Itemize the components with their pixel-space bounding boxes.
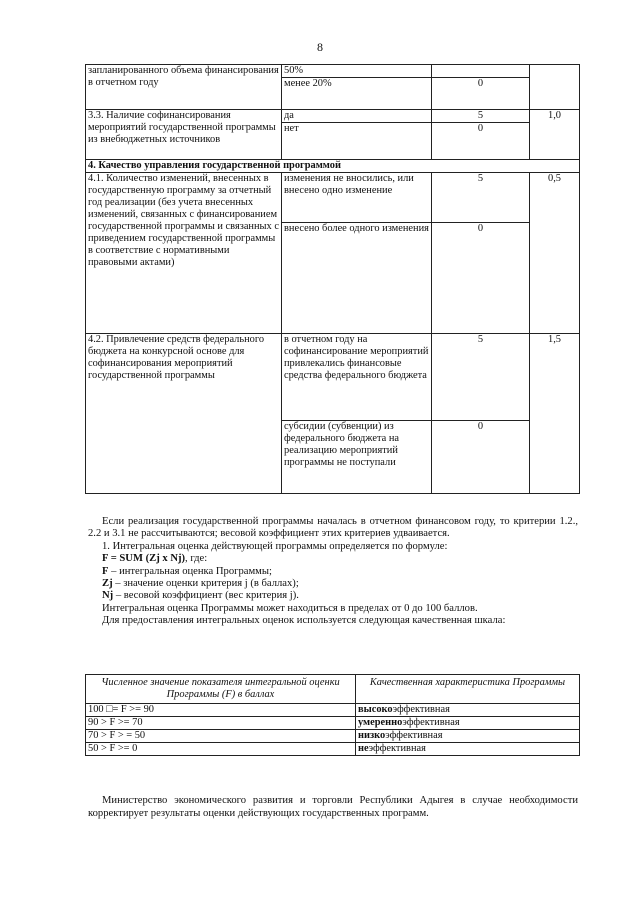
score-cell: 5 <box>432 173 530 223</box>
table-row <box>86 717 580 730</box>
symbol-nj: Nj <box>102 590 114 602</box>
option-cell: нет <box>282 123 432 160</box>
rating-suffix: эффективная <box>368 743 426 754</box>
definition-f-text: – интегральная оценка Программы; <box>108 565 272 577</box>
rating-suffix: эффективная <box>402 717 460 728</box>
criterion-cell: 3.3. Наличие софинансирования мероприятий государственной программы из внебюджетных источников <box>86 110 282 160</box>
score-cell: 0 <box>432 421 530 494</box>
range-text: Интегральная оценка Программы может находиться в пределах от 0 до 100 баллов. <box>102 602 478 614</box>
scale-rating <box>356 730 580 743</box>
scale-header-row <box>86 675 580 704</box>
score-cell: 0 <box>432 123 530 160</box>
symbol-f: F <box>102 565 109 577</box>
option-cell: изменения не вносились, или внесено одно изменение <box>282 173 432 223</box>
scale-rating <box>356 743 580 756</box>
option-cell: да <box>282 110 432 123</box>
formula-line <box>88 553 578 565</box>
option-cell: 50% <box>282 65 432 78</box>
weight-cell: 0,5 <box>530 173 580 334</box>
scale-rating <box>356 704 580 717</box>
definition-nj-text: – весовой коэффициент (вес критерия j). <box>113 590 299 602</box>
option-cell: в отчетном году на софинансирование мероприятий привлекались финансовые средства федерального бюджета <box>282 334 432 421</box>
criteria-table <box>85 64 580 494</box>
scale-range: 90 > F >= 70 <box>86 717 356 730</box>
score-cell <box>432 65 530 78</box>
table-row <box>86 334 580 421</box>
score-cell: 5 <box>432 110 530 123</box>
option-cell: менее 20% <box>282 78 432 110</box>
definition-nj <box>88 590 578 602</box>
table-row <box>86 110 580 123</box>
score-cell: 0 <box>432 223 530 334</box>
rating-prefix: умеренно <box>358 717 403 728</box>
rating-prefix: низко <box>358 730 386 741</box>
weight-cell: 1,5 <box>530 334 580 494</box>
score-cell: 5 <box>432 334 530 421</box>
rating-suffix: эффективная <box>385 730 443 741</box>
rating-suffix: эффективная <box>392 704 450 715</box>
formula: F = SUM (Zj x Nj) <box>102 553 186 565</box>
criterion-cell: 4.2. Привлечение средств федерального бюджета на конкурсной основе для софинансирования мероприятий государственной программы <box>86 334 282 494</box>
formula-suffix: , где: <box>185 553 208 565</box>
table-row <box>86 173 580 223</box>
table-row <box>86 743 580 756</box>
criterion-cell: 4.1. Количество изменений, внесенных в государственную программу за отчетный год реализации (без учета внесенных изменений, связанных с финансированием государственной программы и связанных с приведением государственной программы в соответствие с нормативными правовыми актами) <box>86 173 282 334</box>
rating-prefix: не <box>358 743 369 754</box>
definition-f <box>88 566 578 578</box>
weight-cell: 1,0 <box>530 110 580 160</box>
score-cell: 0 <box>432 78 530 110</box>
scale-table <box>85 674 580 756</box>
closing-paragraph: Министерство экономического развития и торговли Республики Адыгея в случае необходимости корректирует результаты оценки действующих государственных программ. <box>88 794 578 819</box>
scale-range: 50 > F >= 0 <box>86 743 356 756</box>
symbol-zj: Zj <box>102 578 113 590</box>
scale-range: 100 □= F >= 90 <box>86 704 356 717</box>
section-header-row <box>86 160 580 173</box>
scale-intro: Для предоставления интегральных оценок используется следующая качественная шкала: <box>102 615 506 627</box>
table-row <box>86 730 580 743</box>
table-row <box>86 704 580 717</box>
page-number: 8 <box>317 40 323 54</box>
criterion-cell: запланированного объема финансирования в отчетном году <box>86 65 282 110</box>
scale-rating <box>356 717 580 730</box>
table-row <box>86 65 580 78</box>
rating-prefix: высоко <box>358 704 393 715</box>
scale-range: 70 > F > = 50 <box>86 730 356 743</box>
formula-intro: 1. Интегральная оценка действующей программы определяется по формуле: <box>102 540 448 552</box>
section-title: 4. Качество управления государственной программой <box>86 160 580 173</box>
weight-cell <box>530 65 580 110</box>
scale-header-left: Численное значение показателя интегральной оценки Программы (F) в баллах <box>86 675 356 704</box>
body-text <box>88 516 578 628</box>
definition-zj <box>88 578 578 590</box>
definition-zj-text: – значение оценки критерия j (в баллах); <box>112 578 299 590</box>
note-paragraph: Если реализация государственной программы началась в отчетном финансовом году, то критерии 1.2., 2.2 и 3.1 не рассчитываются; весовой коэффициент этих критериев удваивается. <box>88 516 578 540</box>
option-cell: внесено более одного изменения <box>282 223 432 334</box>
option-cell: субсидии (субвенции) из федерального бюджета на реализацию мероприятий программы не поступали <box>282 421 432 494</box>
scale-header-right: Качественная характеристика Программы <box>356 675 580 704</box>
